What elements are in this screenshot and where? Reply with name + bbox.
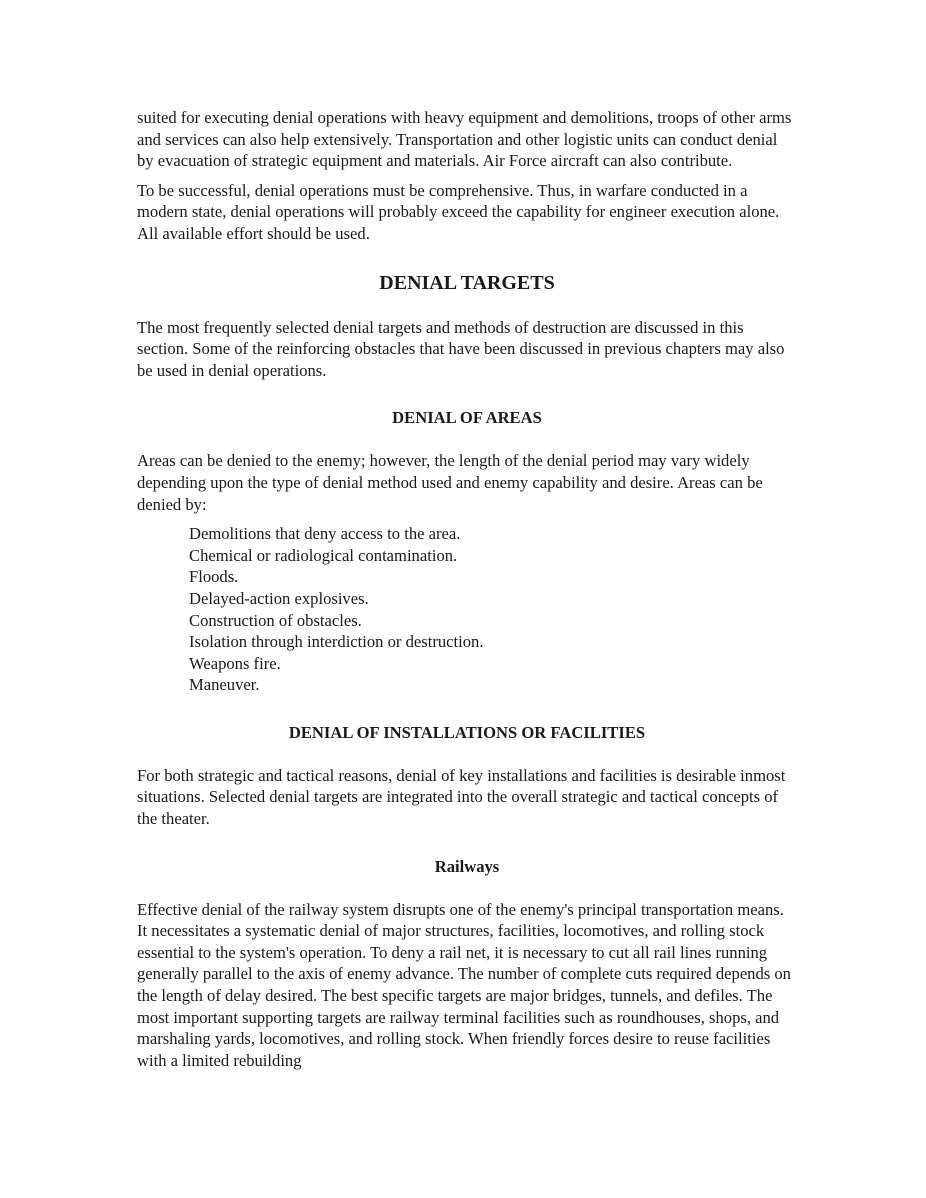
heading-denial-of-installations: DENIAL OF INSTALLATIONS OR FACILITIES — [288, 722, 646, 742]
list-item: Maneuver. — [189, 675, 260, 695]
paragraph-targets-intro: The most frequently selected denial targets and methods of destruction are discussed in this section. Some of the reinforcing obstacles that have been discussed in previous chapters may also be used in denial operations. — [137, 317, 785, 380]
document-page — [137, 107, 797, 1071]
list-item: Demolitions that deny access to the area. — [189, 524, 461, 544]
heading-denial-targets: DENIAL TARGETS — [379, 271, 555, 294]
paragraph-areas-intro: Areas can be denied to the enemy; however, the length of the denial period may vary widely depending upon the type of denial method used and enemy capability and desire. Areas can be denied by: — [137, 451, 763, 514]
list-item: Chemical or radiological contamination. — [189, 545, 458, 565]
paragraph-railways: Effective denial of the railway system disrupts one of the enemy's principal transportation means. It necessitates a systematic denial of major structures, facilities, locomotives, and rolling stock essential to the system's operation. To deny a rail net, it is necessary to cut all rail lines running generally parallel to the axis of enemy advance. The number of complete cuts required depends on the length of delay desired. The best specific targets are major bridges, tunnels, and defiles. The most important supporting targets are railway terminal facilities such as roundhouses, shops, and marshaling yards, locomotives, and rolling stock. When friendly forces desire to reuse facilities with a limited rebuilding — [137, 899, 791, 1070]
list-item: Construction of obstacles. — [189, 610, 362, 630]
paragraph-troops: suited for executing denial operations with heavy equipment and demolitions, troops of other arms and services can also help extensively. Transportation and other logistic units can conduct denial by evacuation of strategic equipment and materials. Air Force aircraft can also contribute. — [137, 108, 792, 171]
list-item: Weapons fire. — [189, 653, 281, 673]
paragraph-comprehensive: To be successful, denial operations must be comprehensive. Thus, in warfare conducted in a modern state, denial operations will probably exceed the capability for engineer execution alone. All available effort should be used. — [137, 180, 780, 243]
list-item: Isolation through interdiction or destruction. — [189, 632, 484, 652]
heading-railways: Railways — [434, 856, 500, 876]
area-denial-methods-list — [189, 523, 797, 696]
list-item: Delayed-action explosives. — [189, 588, 369, 608]
paragraph-installations-intro: For both strategic and tactical reasons, denial of key installations and facilities is desirable inmost situations. Selected denial targets are integrated into the overall strategic and tactical concepts of the theater. — [137, 765, 786, 829]
list-item: Floods. — [189, 567, 239, 587]
heading-denial-of-areas: DENIAL OF AREAS — [392, 408, 542, 428]
